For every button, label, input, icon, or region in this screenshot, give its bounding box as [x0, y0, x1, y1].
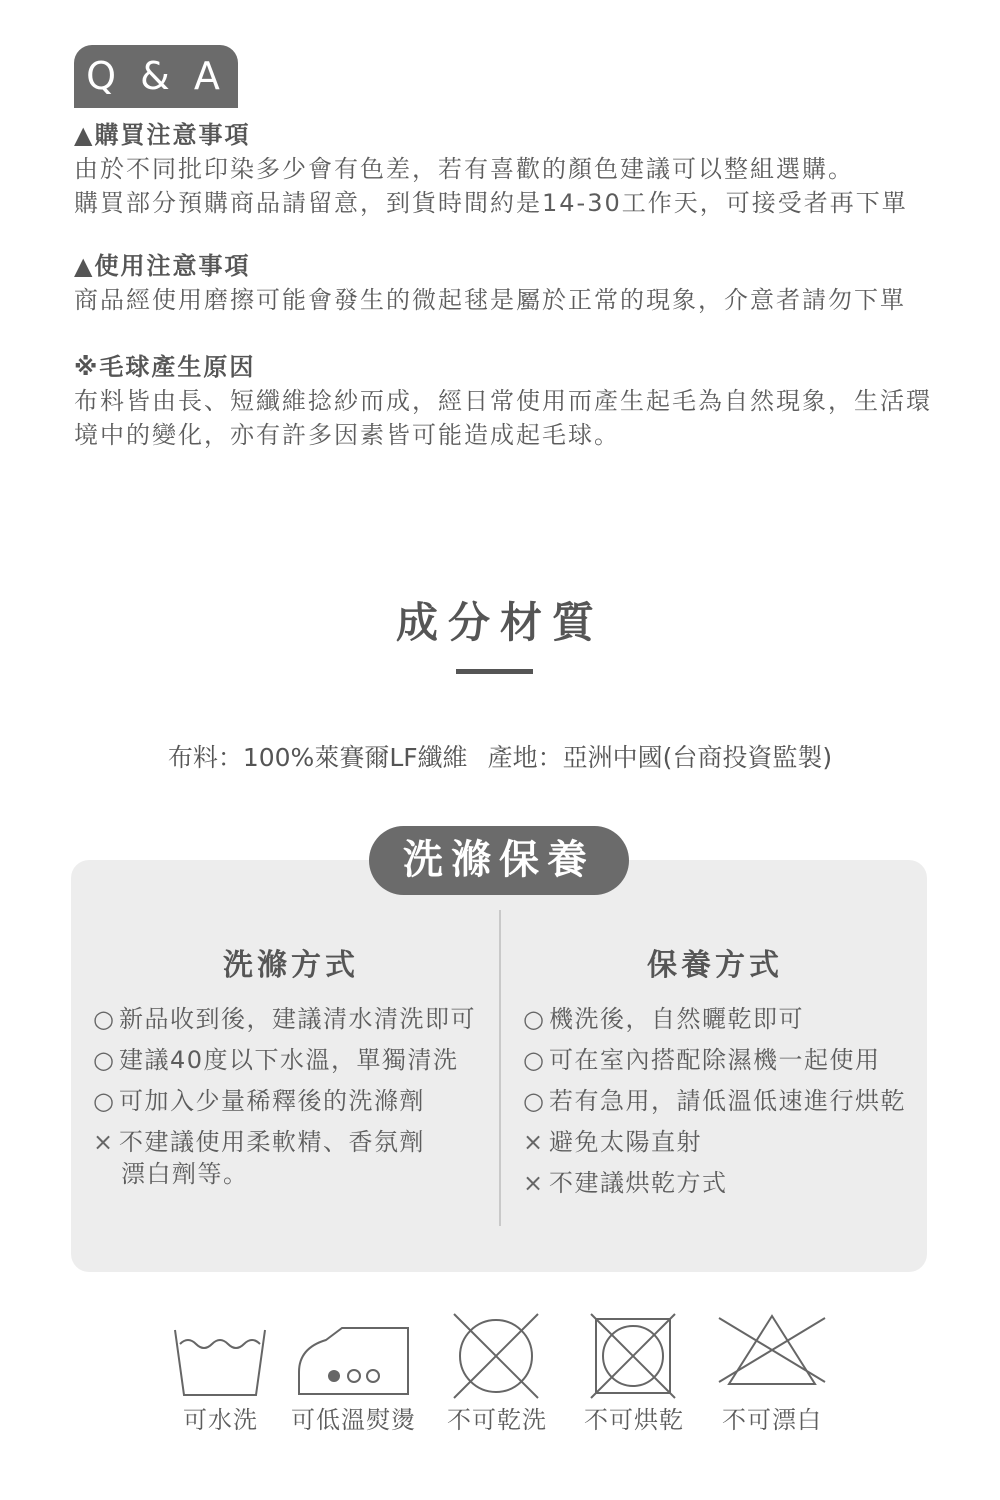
- pilling-note-text: 布料皆由長、短纖維捻紗而成，經日常使用而產生起毛為自然現象，生活環境中的變化，亦有許多因素皆可能造成起毛球。: [74, 387, 932, 449]
- usage-notes-heading: ▲使用注意事項: [74, 252, 251, 280]
- washing-item-continuation: 漂白劑等。: [121, 1160, 249, 1188]
- no-bleach-label: 不可漂白: [722, 1406, 822, 1434]
- maintenance-item-text: 可在室內搭配除濕機一起使用: [549, 1046, 881, 1074]
- column-divider: [499, 910, 501, 1226]
- no-tumble-dry-icon: [587, 1310, 679, 1402]
- low-temp-iron-icon: [296, 1310, 412, 1400]
- care-badge: 洗滌保養: [369, 826, 629, 895]
- washing-item-text: 不建議使用柔軟精、香氛劑: [119, 1128, 425, 1156]
- washing-item-text: 可加入少量稀釋後的洗滌劑: [119, 1087, 425, 1115]
- washing-item: [93, 1043, 459, 1077]
- purchase-note-line: 購買部分預購商品請留意，到貨時間約是14-30工作天，可接受者再下單: [74, 189, 908, 217]
- no-dry-clean-icon: [450, 1310, 542, 1402]
- purchase-notes: [74, 118, 954, 220]
- maintenance-item-text: 不建議烘乾方式: [549, 1169, 728, 1197]
- usage-notes: [74, 249, 954, 317]
- maintenance-item: [523, 1002, 804, 1036]
- maintenance-item-text: 若有急用，請低溫低速進行烘乾: [549, 1087, 906, 1115]
- low-temp-iron-label: 可低溫熨燙: [291, 1406, 416, 1434]
- maintenance-title: 保養方式: [647, 948, 783, 983]
- purchase-notes-heading: ▲購買注意事項: [74, 121, 251, 149]
- washing-item-text: 建議40度以下水溫，單獨清洗: [119, 1046, 459, 1074]
- no-dry-clean-label: 不可乾洗: [447, 1406, 547, 1434]
- washing-title: 洗滌方式: [223, 948, 359, 983]
- origin: 產地：亞洲中國(台商投資監製): [487, 743, 833, 772]
- maintenance-item: [523, 1166, 728, 1200]
- circle-icon: ○: [93, 1046, 116, 1074]
- washing-item: [93, 1002, 476, 1036]
- cross-icon: ×: [523, 1128, 545, 1156]
- maintenance-item: [523, 1043, 881, 1077]
- circle-icon: ○: [523, 1046, 546, 1074]
- material-title: 成分材質: [395, 598, 604, 647]
- qa-badge: Q & A: [74, 45, 238, 108]
- no-tumble-dry-label: 不可烘乾: [584, 1406, 684, 1434]
- usage-note-line: 商品經使用磨擦可能會發生的微起毬是屬於正常的現象，介意者請勿下單: [74, 286, 906, 314]
- maintenance-item: [523, 1125, 702, 1159]
- washing-item-text: 新品收到後，建議清水清洗即可: [119, 1005, 476, 1033]
- cross-icon: ×: [93, 1128, 115, 1156]
- purchase-note-line: 由於不同批印染多少會有色差，若有喜歡的顏色建議可以整組選購。: [74, 155, 854, 183]
- circle-icon: ○: [523, 1005, 546, 1033]
- cross-icon: ×: [523, 1169, 545, 1197]
- pilling-notes: [74, 350, 954, 452]
- washing-item: [93, 1125, 425, 1159]
- no-bleach-icon: [715, 1310, 829, 1390]
- maintenance-item: [523, 1084, 906, 1118]
- washable-label: 可水洗: [183, 1406, 258, 1434]
- maintenance-item-text: 避免太陽直射: [549, 1128, 702, 1156]
- title-divider: [456, 669, 533, 674]
- material-info: [0, 738, 1000, 774]
- circle-icon: ○: [93, 1087, 116, 1115]
- pilling-notes-heading: ※毛球產生原因: [74, 353, 256, 381]
- washable-icon: [170, 1310, 270, 1400]
- washing-item: [93, 1084, 425, 1118]
- circle-icon: ○: [93, 1005, 116, 1033]
- circle-icon: ○: [523, 1087, 546, 1115]
- fabric-composition: 布料：100%萊賽爾LF纖維: [167, 743, 468, 772]
- maintenance-item-text: 機洗後，自然曬乾即可: [549, 1005, 804, 1033]
